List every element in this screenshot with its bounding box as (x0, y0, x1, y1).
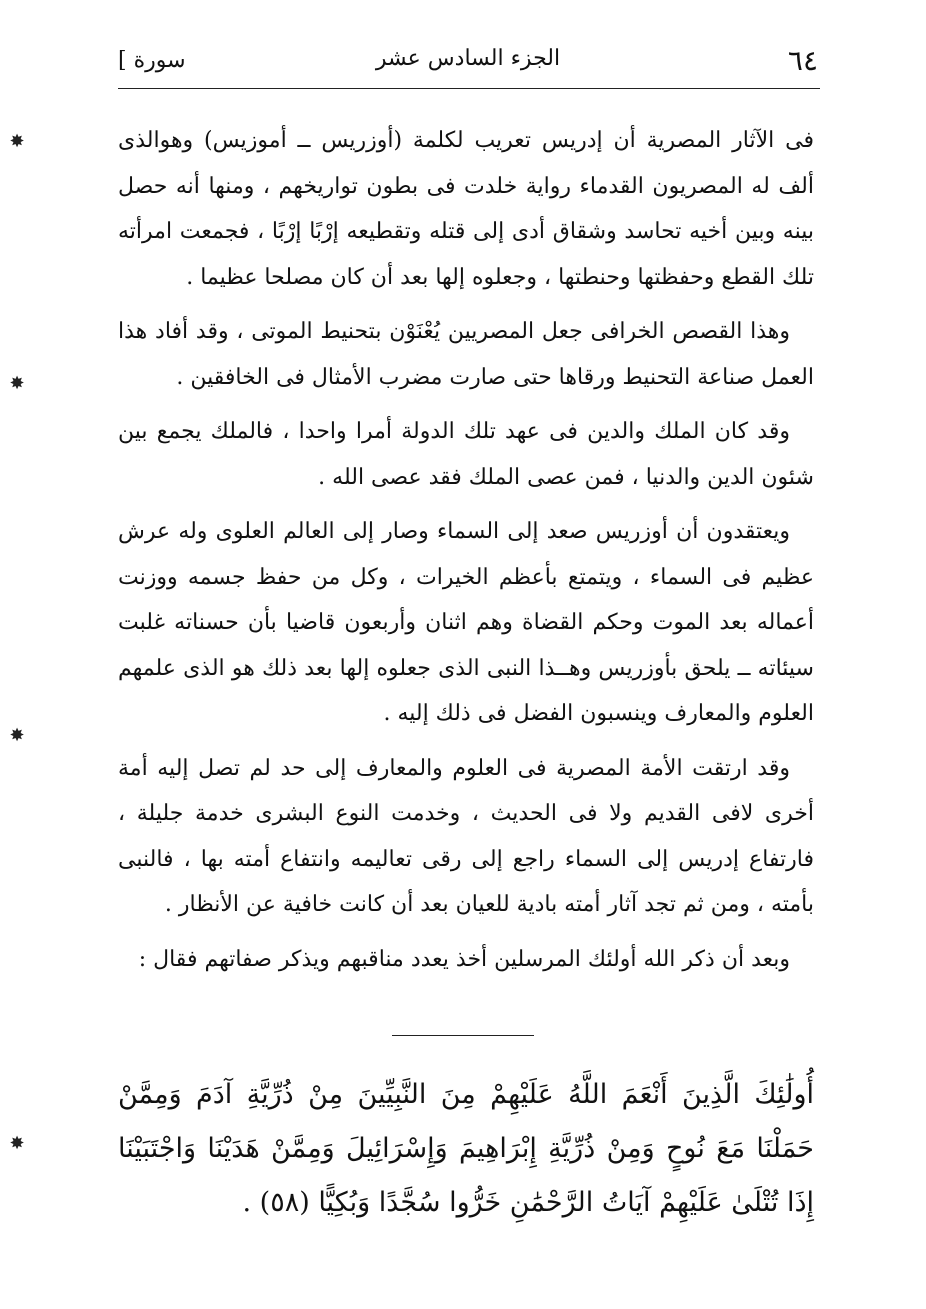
margin-star-icon: ✸ (9, 131, 25, 152)
quran-verse (118, 1068, 814, 1230)
paragraph: فى الآثار المصرية أن إدريس تعريب لكلمة (أوزريس ــ أموزيس) وهوالذى ألف له المصريون القدماء رواية خلدت فى بطون تواريخهم ، ومنها أنه حصل بينه وبين أخيه تحاسد وشقاق أدى إلى قتله وتقطيعه إرْبًا إرْبًا ، فجمعت امرأته تلك القطع وحفظتها وحنطتها ، وجعلوه إلها بعد أن كان مصلحا عظيما . (118, 128, 814, 290)
page-number: ٦٤ (787, 44, 818, 77)
margin-star-icon: ✸ (9, 373, 25, 394)
paragraph: وهذا القصص الخرافى جعل المصريين يُعْنَوْن بتحنيط الموتى ، وقد أفاد هذا العمل صناعة التحنيط ورقاها حتى صارت مضرب الأمثال فى الخافقين . (118, 319, 814, 390)
paragraph: ويعتقدون أن أوزريس صعد إلى السماء وصار إلى العالم العلوى وله عرش عظيم فى السماء ، ويتمتع بأعظم الخيرات ، وكل من حفظ جسمه ووزنت أعماله بعد الموت وحكم القضاة وهم اثنان وأربعون قاضيا بأن حسناته غلبت سيئاته ــ يلحق بأوزريس وهــذا النبى الذى جعلوه إلها بعد ذلك هو الذى علمهم العلوم والمعارف وينسبون الفضل فى ذلك إليه . (118, 519, 814, 726)
section-divider (392, 1035, 534, 1036)
paragraph: وبعد أن ذكر الله أولئك المرسلين أخذ يعدد مناقبهم ويذكر صفاتهم فقال : (138, 946, 790, 972)
running-title: الجزء السادس عشر (375, 46, 561, 71)
page-header (118, 40, 818, 84)
header-rule (118, 88, 820, 89)
surah-label: سورة ] (118, 48, 186, 73)
verse-text: أُولَٰئِكَ الَّذِينَ أَنْعَمَ اللَّهُ عَلَيْهِمْ مِنَ النَّبِيِّينَ مِنْ ذُرِّيَّةِ آدَمَ وَمِمَّنْ حَمَلْنَا مَعَ نُوحٍ وَمِنْ ذُرِّيَّةِ إِبْرَاهِيمَ وَإِسْرَائِيلَ وَمِمَّنْ هَدَيْنَا وَاجْتَبَيْنَا إِذَا تُتْلَىٰ عَلَيْهِمْ آيَاتُ الرَّحْمَٰنِ خَرُّوا سُجَّدًا وَبُكِيًّا (٥٨) . (118, 1079, 814, 1218)
paragraph: وقد كان الملك والدين فى عهد تلك الدولة أمرا واحدا ، فالملك يجمع بين شئون الدين والدنيا ، فمن عصى الملك فقد عصى الله . (118, 419, 814, 490)
paragraph: وقد ارتقت الأمة المصرية فى العلوم والمعارف إلى حد لم تصل إليه أمة أخرى لافى القديم ولا فى الحديث ، وخدمت النوع البشرى خدمة جليلة ، فارتفاع إدريس إلى السماء راجع إلى رقى تعاليمه وانتفاع أمته بها ، فالنبى بأمته ، ومن ثم تجد آثار أمته بادية للعيان بعد أن كانت خافية عن الأنظار . (118, 755, 814, 917)
body-text (118, 118, 814, 991)
margin-star-icon: ✸ (9, 725, 25, 746)
margin-star-icon: ✸ (9, 1133, 25, 1154)
